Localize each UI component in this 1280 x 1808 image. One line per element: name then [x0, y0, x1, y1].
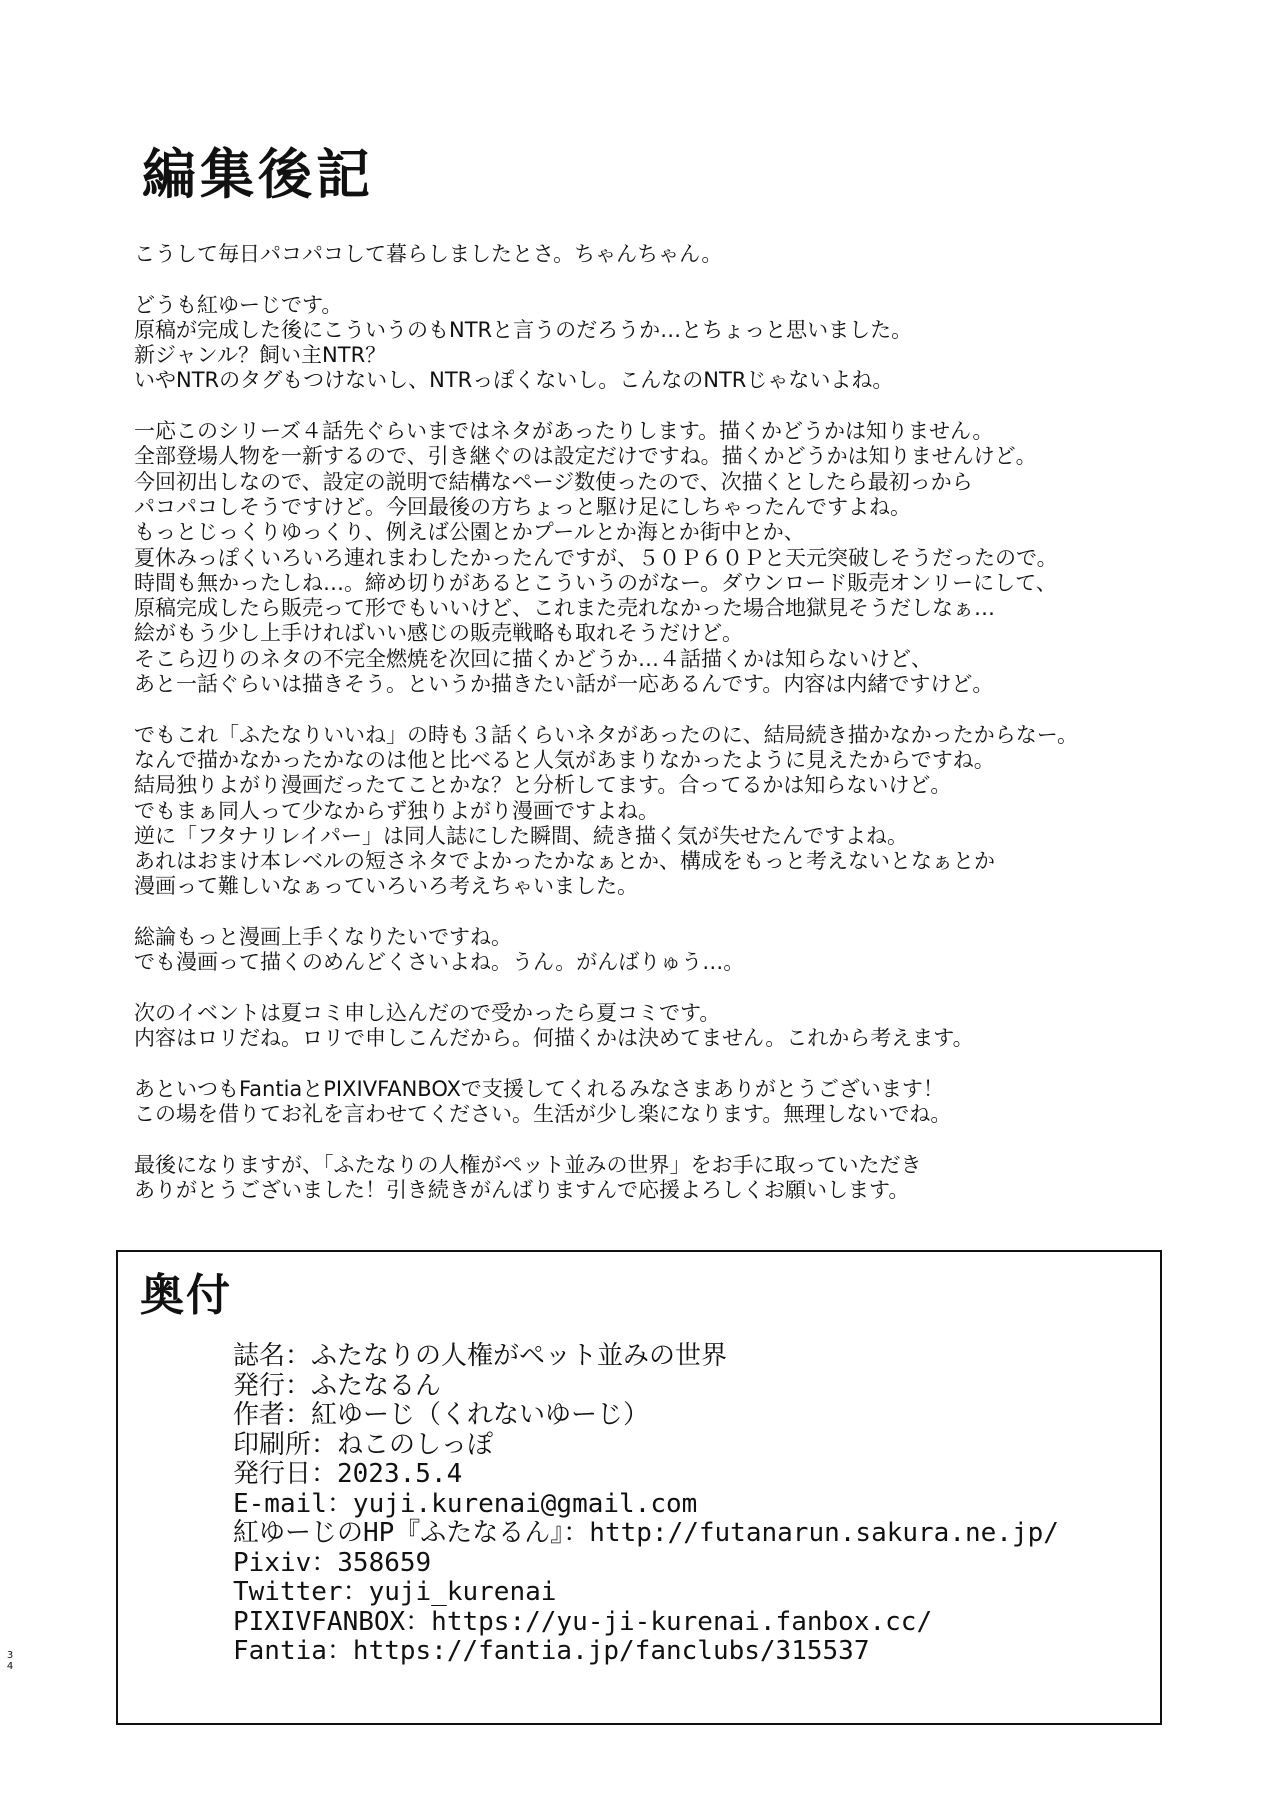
afterword-line: 次のイベントは夏コミ申し込んだので受かったら夏コミです。	[134, 1000, 721, 1025]
afterword-line: でもこれ「ふたなりいいね」の時も３話くらいネタがあったのに、結局続き描かなかったからなー。	[134, 722, 1078, 747]
colophon-entry-email: E-mail：yuji.kurenai@gmail.com	[233, 1488, 698, 1519]
page-number-digit: 4	[6, 1661, 14, 1672]
afterword-line: 総論もっと漫画上手くなりたいですね。	[134, 925, 512, 950]
afterword-line: でもまぁ同人って少なからず独りよがり漫画ですよね。	[134, 798, 659, 823]
afterword-paragraph	[134, 1001, 1214, 1052]
colophon-entry-title: 誌名：ふたなりの人権がペット並みの世界	[233, 1341, 728, 1371]
afterword-paragraph	[134, 293, 1214, 394]
afterword-paragraph	[134, 925, 1214, 976]
afterword-line: 逆に「フタナリレイパー」は同人誌にした瞬間、続き描く気が失せたんですよね。	[134, 823, 909, 848]
afterword-line: 絵がもう少し上手ければいい感じの販売戦略も取れそうだけど。	[134, 621, 743, 646]
afterword-line: あといつもFantiaとPIXIVFANBOXで支援してくれるみなさまありがとうございます！	[134, 1076, 944, 1101]
afterword-paragraph	[134, 242, 1214, 267]
afterword-line: なんで描かなかったかなのは他と比べると人気があまりなかったように見えたからですね。	[134, 747, 995, 772]
colophon-entry-twitter: Twitter：yuji_kurenai	[233, 1577, 557, 1607]
colophon-title: 奥付	[140, 1270, 232, 1321]
colophon-entry-printer: 印刷所：ねこのしっぽ	[233, 1429, 494, 1460]
afterword-line: そこら辺りのネタの不完全燃焼を次回に描くかどうか…４話描くかは知らないけど、	[134, 646, 932, 671]
colophon-entry-fantia: Fantia：https://fantia.jp/fanclubs/315537	[233, 1636, 870, 1666]
colophon-box	[116, 1250, 1162, 1725]
afterword-line: 結局独りよがり漫画だったてことかな？と分析してます。合ってるかは知らないけど。	[134, 773, 952, 798]
afterword-line: 一応このシリーズ４話先ぐらいまではネタがあったりします。描くかどうかは知りません。	[134, 419, 994, 444]
colophon-entry-date: 発行日：2023.5.4	[233, 1459, 463, 1489]
afterword-body	[134, 242, 1214, 1229]
afterword-line: 全部登場人物を一新するので、引き継ぐのは設定だけですね。描くかどうかは知りませんけど。	[134, 444, 1037, 469]
afterword-paragraph	[134, 723, 1214, 900]
afterword-line: ありがとうございました！引き続きがんばりますんで応援よろしくお願いします。	[134, 1177, 910, 1202]
afterword-line: あと一話ぐらいは描きそう。というか描きたい話が一応あるんです。内容は内緒ですけど。	[134, 672, 994, 697]
afterword-line: こうして毎日パコパコして暮らしましたとさ。ちゃんちゃん。	[134, 242, 723, 266]
afterword-line: 内容はロリだね。ロリで申しこんだから。何描くかは決めてません。これから考えます。	[134, 1026, 974, 1051]
afterword-line: 時間も無かったしね…。締め切りがあるとこういうのがなー。ダウンロード販売オンリーにして、	[134, 570, 1057, 595]
afterword-line: パコパコしそうですけど。今回最後の方ちょっと駆け足にしちゃったんですよね。	[134, 494, 911, 519]
afterword-paragraph	[134, 1077, 1214, 1128]
afterword-line: でも漫画って描くのめんどくさいよね。うん。がんばりゅう…。	[134, 950, 745, 975]
afterword-line: 夏休みっぽくいろいろ連れまわしたかったんですが、５０Ｐ６０Ｐと天元突破しそうだったので。	[134, 545, 1058, 570]
colophon-entry-homepage: 紅ゆーじのHP『ふたなるん』：http://futanarun.sakura.ne.jp/	[233, 1518, 1059, 1548]
page-number	[6, 1650, 14, 1672]
page-number-digit: 3	[6, 1650, 14, 1661]
colophon-entry-fanbox: PIXIVFANBOX：https://yu-ji-kurenai.fanbox.cc/	[233, 1606, 933, 1637]
colophon-entry-pixiv: Pixiv：358659	[233, 1547, 432, 1578]
afterword-line: もっとじっくりゆっくり、例えば公園とかプールとか海とか街中とか、	[134, 520, 805, 545]
afterword-line: 今回初出しなので、設定の説明で結構なページ数使ったので、次描くとしたら最初っから	[134, 469, 973, 494]
afterword-title: 編集後記	[142, 143, 374, 206]
colophon-entry-author: 作者：紅ゆーじ（くれないゆーじ）	[233, 1400, 650, 1430]
afterword-paragraph	[134, 1153, 1214, 1204]
afterword-line: 漫画って難しいなぁっていろいろ考えちゃいました。	[134, 874, 638, 899]
colophon-entry-publisher: 発行：ふたなるん	[233, 1370, 442, 1401]
afterword-line: どうも紅ゆーじです。	[134, 292, 343, 317]
afterword-line: あれはおまけ本レベルの短さネタでよかったかなぁとか、構成をもっと考えないとなぁとか	[134, 849, 995, 874]
afterword-line: 原稿が完成した後にこういうのもNTRと言うのだろうか…とちょっと思いました。	[134, 317, 913, 342]
afterword-line: この場を借りてお礼を言わせてください。生活が少し楽になります。無理しないでね。	[134, 1102, 952, 1127]
afterword-line: いやNTRのタグもつけないし、NTRっぽくないし。こんなのNTRじゃないよね。	[134, 368, 894, 393]
afterword-line: 原稿完成したら販売って形でもいいけど、これまた売れなかった場合地獄見そうだしなぁ…	[134, 596, 995, 621]
afterword-line: 最後になりますが、「ふたなりの人権がペット並みの世界」をお手に取っていただき	[134, 1152, 922, 1177]
afterword-line: 新ジャンル？飼い主NTR？	[134, 343, 387, 368]
colophon-list	[233, 1342, 1059, 1667]
afterword-paragraph	[134, 419, 1214, 697]
